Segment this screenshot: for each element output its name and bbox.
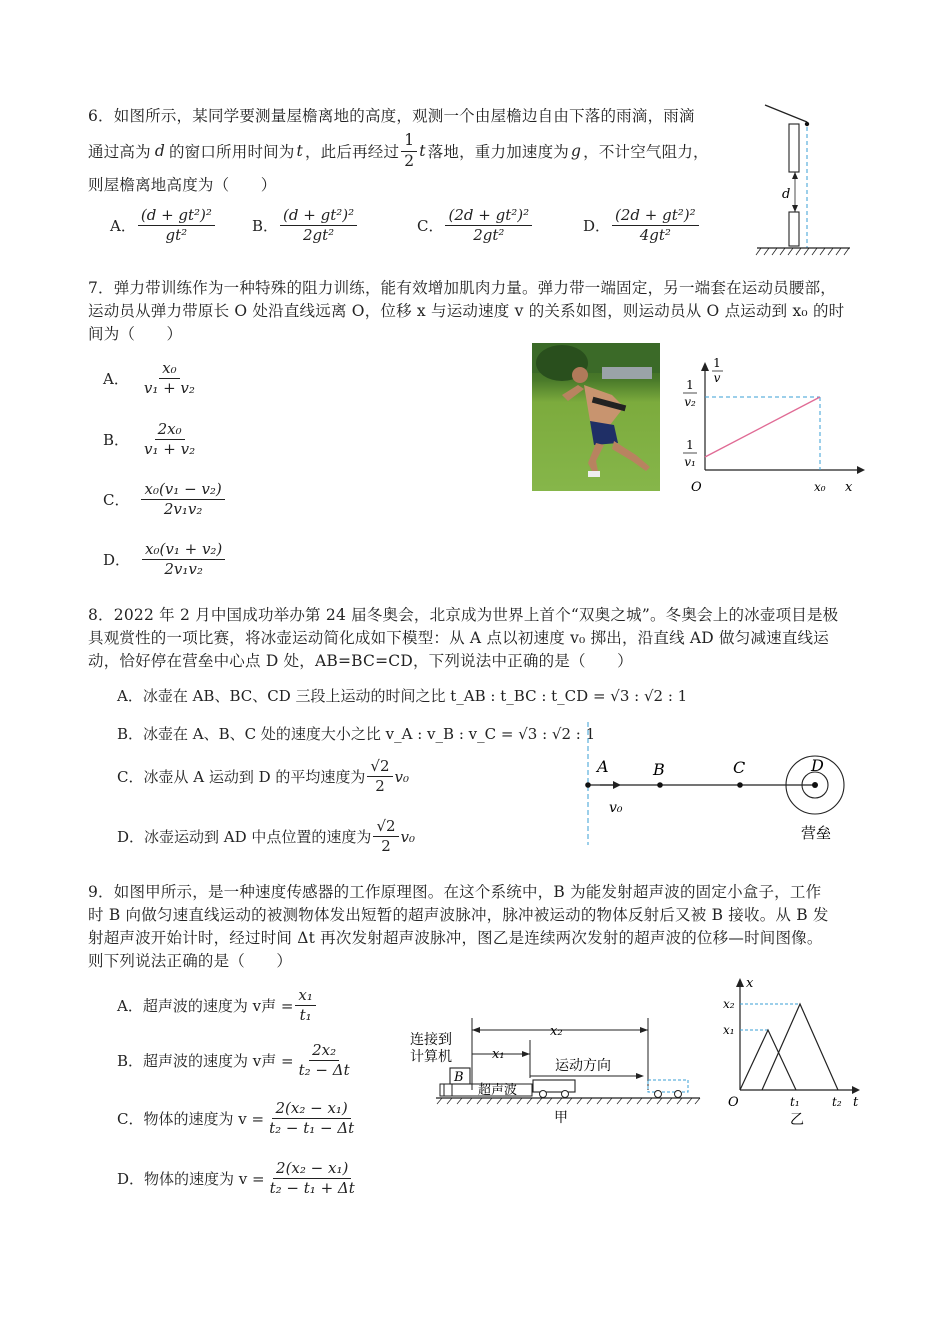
cart-wheel [655, 1091, 662, 1098]
option-fraction [367, 758, 392, 796]
q7-line-2: 运动员从弹力带原长 O 处沿直线远离 O，位移 x 与运动速度 v 的关系如图，则运动员从 O 点运动到 x₀ 的时 [88, 302, 845, 320]
frac-num: (d + gt²)² [280, 207, 357, 226]
frac-num: x₀ [159, 360, 179, 379]
q7-line-3: 间为（ ） [88, 325, 183, 343]
option-fraction [142, 541, 225, 579]
option-fraction [612, 207, 699, 245]
raindrop [805, 122, 809, 126]
frac-den: t₂ − t₁ + Δt [269, 1179, 355, 1198]
q8-option-a[interactable]: A．冰壶在 AB、BC、CD 三段上运动的时间之比 t_AB : t_BC : t_CD = √3 : √2 : 1 [117, 687, 688, 705]
frac-den: t₁ [299, 1006, 312, 1025]
point-a-dot [585, 782, 591, 788]
roof-line [765, 105, 807, 122]
frac-den: 2 [381, 837, 391, 856]
origin-label: O [691, 480, 702, 495]
wall-lower [789, 212, 799, 246]
tick-x0: x₀ [814, 480, 826, 494]
q9-figure-jia [400, 1010, 710, 1130]
frac-den: 4gt² [639, 226, 671, 245]
option-fraction [267, 1160, 358, 1198]
option-text: D．物体的速度为 v = [117, 1170, 265, 1189]
frac-den: 2gt² [473, 226, 505, 245]
ground-hatch [756, 248, 849, 255]
option-fraction [445, 207, 532, 245]
wire-box [440, 1084, 452, 1096]
q6-text: 通过高为 [88, 143, 151, 162]
q8-curling-figure [575, 720, 865, 850]
q9-line-4: 则下列说法正确的是（ ） [88, 952, 293, 970]
q6-option-d[interactable] [583, 207, 701, 245]
q8-option-c[interactable] [117, 758, 409, 796]
option-tail: v₀ [400, 827, 416, 846]
window-height-label: d [782, 187, 791, 202]
frac-den: 2 [375, 777, 385, 796]
pulse-1 [740, 1030, 796, 1090]
sensor-label-b: B [454, 1070, 464, 1085]
x2-label: x₂ [550, 1024, 563, 1039]
frac-num: √2 [367, 758, 392, 777]
athlete-leg-back [612, 441, 650, 471]
tick-v2-num: 1 [686, 378, 694, 392]
q6-text: 的窗口所用时间为 [168, 143, 295, 162]
option-label: C． [417, 217, 444, 236]
q6-eave-figure [755, 100, 855, 260]
ground-hatch [437, 1098, 700, 1104]
option-fraction [373, 818, 398, 856]
q6-var-t: t [296, 142, 303, 161]
frac-num: 1 [401, 132, 417, 152]
option-fraction [266, 1100, 357, 1138]
frac-den: 2v₁v₂ [164, 560, 203, 579]
q6-var-t: t [419, 142, 426, 161]
q9-figure-yi [720, 972, 870, 1132]
tick-v2-den: v₂ [684, 395, 696, 409]
q7-line-1: 7．弹力带训练作为一种特殊的阻力训练，能有效增加肌肉力量。弹力带一端固定，另一端套在运动员腰部， [88, 279, 836, 297]
option-label: B． [103, 431, 130, 450]
arrow-down [792, 205, 798, 212]
x1-label: x₁ [492, 1047, 505, 1062]
frac-num: 2(x₂ − x₁) [273, 1160, 351, 1179]
q6-option-c[interactable] [417, 207, 534, 245]
tick-v1-den: v₁ [684, 455, 696, 469]
direction-arrowhead [636, 1073, 644, 1079]
q9-line-2: 时 B 向做匀速直线运动的被测物体发出短暂的超声波脉冲，脉冲被运动的物体反射后又被 B 接收。从 B 发 [88, 906, 829, 924]
option-label: A． [103, 370, 129, 389]
athlete-leg-front [588, 443, 604, 475]
label-b: B [653, 760, 665, 779]
velocity-arrowhead [613, 781, 621, 789]
q9-option-b[interactable] [117, 1042, 355, 1080]
q7-option-c[interactable] [103, 481, 227, 519]
option-text: D．冰壶运动到 AD 中点位置的速度为 [117, 828, 372, 847]
frac-num: 2x₂ [309, 1042, 339, 1061]
frac-den: v₁ + v₂ [143, 379, 195, 398]
frac-num: (2d + gt²)² [612, 207, 699, 226]
frac-den: 2 [404, 151, 415, 170]
shoe [588, 471, 600, 477]
frac-den: gt² [165, 226, 188, 245]
x-axis-label: x [746, 976, 754, 991]
option-fraction [141, 481, 224, 519]
point-d-dot [812, 782, 818, 788]
moving-cart [533, 1080, 575, 1092]
tick-x1: x₁ [723, 1023, 735, 1037]
option-label: D． [103, 551, 131, 570]
option-text: C．物体的速度为 v = [117, 1110, 265, 1129]
q6-line-1: 6．如图所示，某同学要测量屋檐离地的高度，观测一个由屋檐边自由下落的雨滴，雨滴 [88, 107, 695, 125]
option-label: A． [110, 217, 136, 236]
q6-line-3: 则屋檐离地高度为（ ） [88, 176, 277, 194]
label-v0: v₀ [609, 800, 623, 816]
point-b-dot [657, 782, 663, 788]
option-text: A．超声波的速度为 v声 = [117, 997, 294, 1016]
q9-option-d[interactable] [117, 1160, 360, 1198]
q8-option-d[interactable] [117, 818, 415, 856]
frac-den: v₁ + v₂ [144, 440, 196, 459]
figure-caption-jia: 甲 [554, 1110, 568, 1126]
label-a: A [597, 757, 609, 776]
q6-text: ，此后再经过 [304, 143, 400, 162]
x2-arrowhead [640, 1027, 648, 1033]
figure-caption-yi: 乙 [790, 1112, 804, 1128]
q6-line-2 [88, 132, 709, 171]
option-fraction [138, 207, 215, 245]
tick-t1: t₁ [790, 1095, 800, 1109]
origin-label: O [728, 1095, 739, 1110]
frac-den: 2gt² [302, 226, 335, 245]
x-axis-arrow [857, 466, 865, 474]
tick-t2: t₂ [832, 1095, 842, 1109]
q8-line-1: 8．2022 年 2 月中国成功举办第 24 届冬奥会，北京成为世界上首个“双奥之城”。冬奥会上的冰壶项目是极 [88, 606, 839, 624]
option-label: B． [252, 217, 279, 236]
athlete-arm [562, 385, 584, 401]
q6-half-fraction [401, 132, 417, 171]
frac-den: 2v₁v₂ [163, 500, 203, 519]
frac-den: t₂ − Δt [298, 1061, 350, 1080]
option-text: C．冰壶从 A 运动到 D 的平均速度为 [117, 768, 366, 787]
label-d: D [811, 756, 824, 775]
tick-v1-num: 1 [686, 438, 694, 452]
q7-option-d[interactable] [103, 541, 227, 579]
option-fraction [295, 987, 315, 1025]
pulse-2 [762, 1004, 838, 1090]
label-c: C [733, 758, 746, 777]
series-line [705, 397, 820, 457]
q7-athlete-photo [532, 343, 660, 491]
q6-option-b[interactable] [252, 207, 359, 245]
cart-wheel [540, 1091, 547, 1098]
option-fraction [141, 360, 198, 398]
q8-line-2: 具观赏性的一项比赛，将冰壶运动简化成如下模型：从 A 点以初速度 v₀ 掷出，沿直线 AD 做匀减速直线运 [88, 629, 829, 647]
frac-den: t₂ − t₁ − Δt [269, 1119, 355, 1138]
q6-option-a[interactable] [110, 207, 217, 245]
t-axis-label: t [853, 1095, 859, 1110]
y-label-num: 1 [713, 356, 721, 370]
q6-text: 落地，重力加速度为 [427, 143, 569, 162]
point-c-dot [737, 782, 743, 788]
x-label: x [845, 480, 853, 495]
option-fraction [296, 1042, 353, 1080]
y-label-den: v [713, 371, 721, 385]
q9-line-1: 9．如图甲所示，是一种速度传感器的工作原理图。在这个系统中，B 为能发射超声波的固定小盒子，工作 [88, 883, 822, 901]
arrow-up [792, 172, 798, 179]
parked-cars [602, 367, 652, 379]
cart-wheel [675, 1091, 682, 1098]
frac-num: 2x₀ [155, 421, 185, 440]
q7-graph [675, 350, 875, 500]
q6-text: ，不计空气阻力， [583, 143, 709, 162]
q8-option-b[interactable]: B．冰壶在 A、B、C 处的速度大小之比 v_A : v_B : v_C = √3 : √2 : 1 [117, 725, 596, 743]
x-axis-arrow [736, 978, 744, 987]
option-fraction [141, 421, 198, 459]
option-fraction [280, 207, 357, 245]
q9-option-a[interactable] [117, 987, 318, 1025]
x2-arrowhead-left [472, 1027, 480, 1033]
connect-label-2: 计算机 [410, 1049, 452, 1065]
athlete-head [572, 367, 588, 383]
tick-x2: x₂ [723, 997, 735, 1011]
y-axis-arrow [701, 362, 709, 371]
athlete-illustration [532, 343, 660, 491]
house-label: 营垒 [801, 824, 832, 842]
wave-label: 超声波 [478, 1083, 518, 1098]
frac-num: x₀(v₁ + v₂) [142, 541, 225, 560]
q9-option-c[interactable] [117, 1100, 359, 1138]
q6-var-g: g [571, 142, 582, 161]
frac-num: (2d + gt²)² [445, 207, 532, 226]
q6-var-d: d [154, 142, 165, 161]
connect-label-1: 连接到 [410, 1032, 452, 1048]
frac-num: 2(x₂ − x₁) [272, 1100, 350, 1119]
direction-label: 运动方向 [555, 1058, 611, 1074]
frac-num: x₁ [295, 987, 315, 1006]
wall-upper [789, 124, 799, 172]
option-label: D． [583, 217, 611, 236]
athlete-shorts [590, 421, 618, 445]
x1-arrowhead [522, 1051, 530, 1057]
q8-line-3: 动，恰好停在营垒中心点 D 处，AB=BC=CD，下列说法中正确的是（ ） [88, 652, 633, 670]
frac-num: (d + gt²)² [138, 207, 215, 226]
q7-option-b[interactable] [103, 421, 200, 459]
option-label: C． [103, 491, 130, 510]
frac-num: √2 [373, 818, 398, 837]
q7-option-a[interactable] [103, 360, 200, 398]
option-tail: v₀ [394, 767, 410, 786]
option-text: B．超声波的速度为 v声 = [117, 1052, 294, 1071]
frac-num: x₀(v₁ − v₂) [141, 481, 224, 500]
cart-later-position [648, 1080, 688, 1092]
q9-line-3: 射超声波开始计时，经过时间 Δt 再次发射超声波脉冲，图乙是连续两次发射的超声波的位移—时间图像。 [88, 929, 823, 947]
cart-wheel [562, 1091, 569, 1098]
t-axis-arrow [852, 1086, 860, 1094]
